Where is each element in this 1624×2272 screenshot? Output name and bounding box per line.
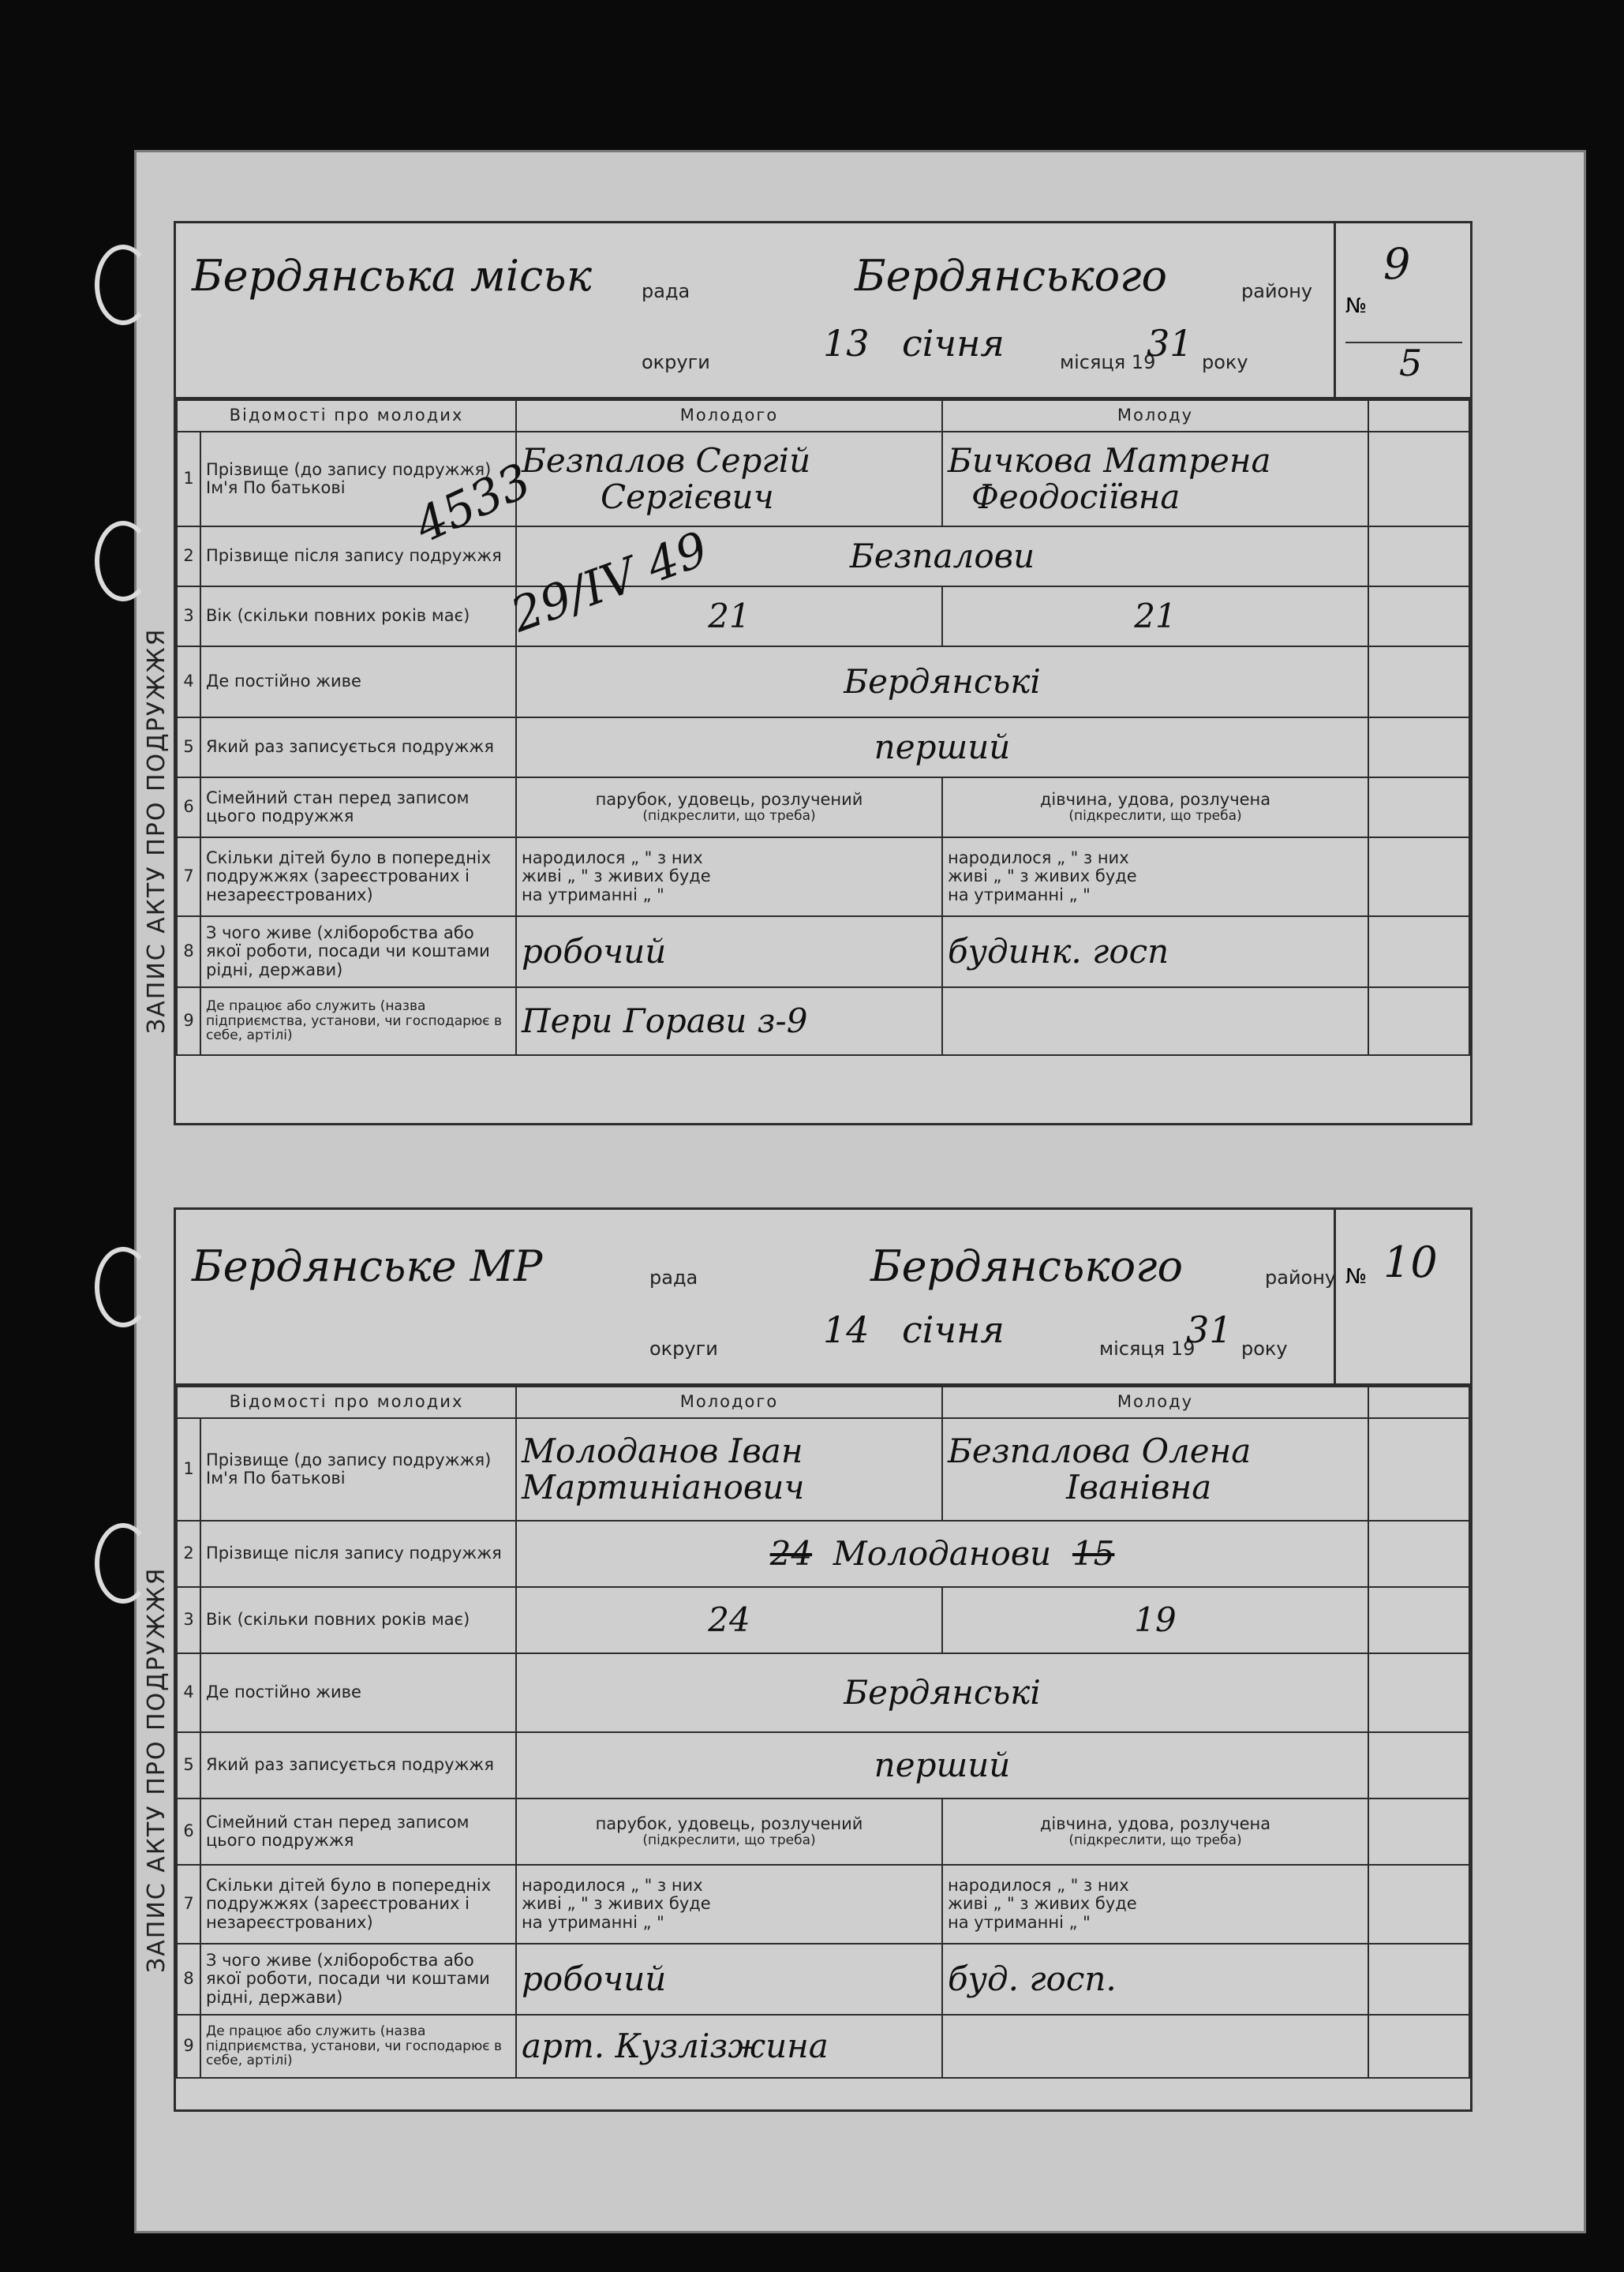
children-line: живі „ " з живих буде: [522, 867, 711, 886]
bride-status: дівчина, удова, розлучена: [1039, 790, 1271, 810]
empty-cell: [1368, 1944, 1469, 2015]
number-sign: №: [1345, 1265, 1368, 1289]
residence: Бердянські: [844, 1672, 1041, 1712]
bride-status: дівчина, удова, розлучена: [1039, 1814, 1271, 1834]
groom-status-cell: [516, 1799, 942, 1865]
row-label-workplace: Де працює або служить (назва підприємства, установи, чи господарює в себе, артілі): [200, 2015, 516, 2078]
groom-status: парубок, удовець, розлучений: [595, 790, 863, 810]
children-line: народилося „ " з них: [948, 1876, 1129, 1896]
bride-children-cell: [942, 837, 1368, 916]
empty-cell: [1368, 1732, 1469, 1799]
council-name: Бердянська міськ: [192, 251, 592, 301]
groom-name: Молоданов Іван: [522, 1431, 803, 1470]
bride-age-cell: [942, 586, 1368, 646]
bride-occupation: будинк. госп: [948, 931, 1169, 971]
times-cell: [516, 1732, 1368, 1799]
okruh-label: округи: [649, 1338, 718, 1360]
empty-cell: [1368, 646, 1469, 717]
row-number: 8: [177, 1944, 200, 2015]
groom-age: 21: [708, 596, 750, 635]
marriage-record-1: [143, 221, 1472, 1125]
empty-cell: [1368, 837, 1469, 916]
bride-children-cell: [942, 1865, 1368, 1944]
children-line: на утриманні „ ": [948, 1912, 1091, 1932]
col-header-bride: Молоду: [942, 400, 1368, 432]
groom-occupation: робочий: [522, 1959, 667, 1998]
empty-cell: [1368, 1865, 1469, 1944]
bride-name-cell: [942, 1418, 1368, 1521]
groom-name-cell: [516, 432, 942, 526]
year-suffix: року: [1241, 1338, 1288, 1360]
row-number: 7: [177, 1865, 200, 1944]
row-label-residence: Де постійно живе: [200, 1653, 516, 1732]
groom-status: парубок, удовець, розлучений: [595, 1814, 863, 1834]
bride-occupation-cell: [942, 916, 1368, 987]
district-label: району: [1241, 280, 1313, 302]
empty-cell: [1368, 586, 1469, 646]
district-name: Бердянського: [870, 1241, 1183, 1291]
row-label-age: Вік (скільки повних років має): [200, 586, 516, 646]
row-label-occupation: З чого живе (хліборобства або якої роботи, посади чи коштами рідні, держави): [200, 1944, 516, 2015]
empty-cell: [1368, 1521, 1469, 1587]
row-number: 2: [177, 526, 200, 586]
children-line: на утриманні „ ": [948, 885, 1091, 904]
row-number: 5: [177, 717, 200, 777]
groom-workplace: Пери Горави з-9: [522, 1001, 808, 1040]
record-month: січня: [902, 322, 1005, 365]
bride-status-cell: [942, 1799, 1368, 1865]
groom-children-cell: [516, 837, 942, 916]
record-header: [176, 223, 1470, 399]
children-line: живі „ " з живих буде: [522, 1894, 711, 1914]
record-number-2: 5: [1399, 342, 1423, 384]
col-header-empty: [1368, 400, 1469, 432]
empty-cell: [1368, 1653, 1469, 1732]
bride-age-cell: [942, 1587, 1368, 1653]
children-line: народилося „ " з них: [948, 848, 1129, 868]
council-name: Бердянське МР: [192, 1241, 543, 1291]
residence-cell: [516, 646, 1368, 717]
bride-workplace-cell: [942, 2015, 1368, 2078]
children-line: живі „ " з живих буде: [948, 1894, 1137, 1914]
row-number: 4: [177, 646, 200, 717]
groom-age-cell: [516, 1587, 942, 1653]
bride-name-cell: [942, 432, 1368, 526]
record-day: 13: [823, 322, 870, 365]
year-suffix: року: [1202, 351, 1248, 373]
col-header-info: Відомості про молодих: [177, 1387, 516, 1418]
row-number: 3: [177, 1587, 200, 1653]
bride-age: 19: [1134, 1600, 1177, 1639]
surname-after: Безпалови: [849, 536, 1035, 575]
row-number: 1: [177, 432, 200, 526]
row-label-times: Який раз записується подружжя: [200, 717, 516, 777]
groom-children-cell: [516, 1865, 942, 1944]
number-sign: №: [1345, 294, 1368, 318]
col-header-empty: [1368, 1387, 1469, 1418]
row-number: 4: [177, 1653, 200, 1732]
record-number-box: [1334, 223, 1470, 397]
underline-note: (підкреслити, що треба): [642, 808, 816, 825]
underline-note: (підкреслити, що треба): [642, 1832, 816, 1849]
col-header-groom: Молодого: [516, 400, 942, 432]
groom-status-cell: [516, 777, 942, 837]
empty-cell: [1368, 1587, 1469, 1653]
groom-name: Безпалов Сергій: [522, 440, 811, 480]
bride-occupation: буд. госп.: [948, 1959, 1117, 1998]
row-label-surname-after: Прізвище після запису подружжя: [200, 1521, 516, 1587]
row-label-occupation: З чого живе (хліборобства або якої роботи, посади чи коштами рідні, держави): [200, 916, 516, 987]
times: перший: [874, 727, 1011, 766]
row-number: 3: [177, 586, 200, 646]
row-label-age: Вік (скільки повних років має): [200, 1587, 516, 1653]
underline-note: (підкреслити, що треба): [1068, 808, 1242, 825]
groom-occupation: робочий: [522, 931, 667, 971]
surname-after-struck-left: 24: [769, 1533, 813, 1573]
binding-thread: [95, 1247, 152, 1327]
side-title: ЗАПИС АКТУ ПРО ПОДРУЖЖЯ: [143, 1566, 170, 1974]
row-label-status: Сімейний стан перед записом цього подружжя: [200, 1799, 516, 1865]
residence: Бердянські: [844, 661, 1041, 701]
children-line: народилося „ " з них: [522, 1876, 703, 1896]
residence-cell: [516, 1653, 1368, 1732]
row-number: 5: [177, 1732, 200, 1799]
groom-occupation-cell: [516, 1944, 942, 2015]
margin-note-2: 29/IV 49: [503, 521, 716, 644]
empty-cell: [1368, 1799, 1469, 1865]
district-name: Бердянського: [855, 251, 1167, 301]
margin-note-1: 4533: [406, 453, 540, 554]
row-number: 9: [177, 987, 200, 1055]
row-number: 7: [177, 837, 200, 916]
row-label-name: Прізвище (до запису подружжя) Ім'я По батькові: [200, 432, 516, 526]
binding-thread: [95, 245, 152, 325]
row-label-name: Прізвище (до запису подружжя) Ім'я По батькові: [200, 1418, 516, 1521]
empty-cell: [1368, 777, 1469, 837]
children-line: народилося „ " з них: [522, 848, 703, 868]
row-number: 2: [177, 1521, 200, 1587]
surname-after: Молоданови: [833, 1533, 1052, 1573]
row-number: 9: [177, 2015, 200, 2078]
groom-age: 24: [708, 1600, 750, 1639]
bride-patronymic: Іванівна: [1066, 1468, 1212, 1507]
record-table: [176, 1386, 1470, 2079]
empty-cell: [1368, 1418, 1469, 1521]
children-line: живі „ " з живих буде: [948, 867, 1137, 886]
times: перший: [874, 1745, 1011, 1784]
underline-note: (підкреслити, що треба): [1068, 1832, 1242, 1849]
row-label-residence: Де постійно живе: [200, 646, 516, 717]
row-label-times: Який раз записується подружжя: [200, 1732, 516, 1799]
col-header-bride: Молоду: [942, 1387, 1368, 1418]
groom-name-cell: [516, 1418, 942, 1521]
empty-cell: [1368, 916, 1469, 987]
bride-patronymic: Феодосіївна: [971, 477, 1181, 516]
bride-name: Безпалова Олена: [948, 1431, 1252, 1470]
record-number: 10: [1383, 1237, 1438, 1287]
col-header-info: Відомості про молодих: [177, 400, 516, 432]
bride-age: 21: [1134, 596, 1177, 635]
groom-workplace: арт. Кузлізжина: [522, 2026, 829, 2065]
record-header: [176, 1210, 1470, 1386]
year-label: місяця 19: [1099, 1338, 1196, 1360]
bride-name: Бичкова Матрена: [948, 440, 1271, 480]
row-label-status: Сімейний стан перед записом цього подружжя: [200, 777, 516, 837]
row-label-children: Скільки дітей було в попередніх подружжях (зареєстрованих і незареєстрованих): [200, 1865, 516, 1944]
row-number: 6: [177, 777, 200, 837]
row-label-workplace: Де працює або служить (назва підприємства, установи, чи господарює в себе, артілі): [200, 987, 516, 1055]
record-day: 14: [823, 1308, 870, 1351]
surname-after-struck-right: 15: [1072, 1533, 1115, 1573]
surname-after-cell: [516, 1521, 1368, 1587]
record-month: січня: [902, 1308, 1005, 1351]
year-label: місяця 19: [1060, 351, 1156, 373]
row-label-surname-after: Прізвище після запису подружжя: [200, 526, 516, 586]
row-label-children: Скільки дітей було в попередніх подружжях (зареєстрованих і незареєстрованих): [200, 837, 516, 916]
children-line: на утриманні „ ": [522, 885, 664, 904]
okruh-label: округи: [642, 351, 710, 373]
marriage-record-2: [143, 1207, 1472, 2112]
bride-occupation-cell: [942, 1944, 1368, 2015]
record-year: 31: [1186, 1308, 1233, 1351]
record-number: 9: [1383, 239, 1411, 289]
council-label: рада: [649, 1267, 698, 1289]
empty-cell: [1368, 717, 1469, 777]
bride-workplace-cell: [942, 987, 1368, 1055]
row-number: 1: [177, 1418, 200, 1521]
empty-cell: [1368, 526, 1469, 586]
district-label: району: [1265, 1267, 1337, 1289]
side-title: ЗАПИС АКТУ ПРО ПОДРУЖЖЯ: [143, 627, 170, 1035]
record-year: 31: [1147, 322, 1193, 365]
empty-cell: [1368, 2015, 1469, 2078]
row-number: 6: [177, 1799, 200, 1865]
groom-patronymic: Сергієвич: [601, 477, 774, 516]
groom-occupation-cell: [516, 916, 942, 987]
bride-status-cell: [942, 777, 1368, 837]
row-number: 8: [177, 916, 200, 987]
empty-cell: [1368, 987, 1469, 1055]
council-label: рада: [642, 280, 690, 302]
times-cell: [516, 717, 1368, 777]
record-number-box: [1334, 1210, 1470, 1383]
groom-patronymic: Мартиніанович: [522, 1468, 805, 1507]
col-header-groom: Молодого: [516, 1387, 942, 1418]
groom-workplace-cell: [516, 987, 942, 1055]
children-line: на утриманні „ ": [522, 1912, 664, 1932]
record-table: [176, 399, 1470, 1056]
groom-workplace-cell: [516, 2015, 942, 2078]
empty-cell: [1368, 432, 1469, 526]
